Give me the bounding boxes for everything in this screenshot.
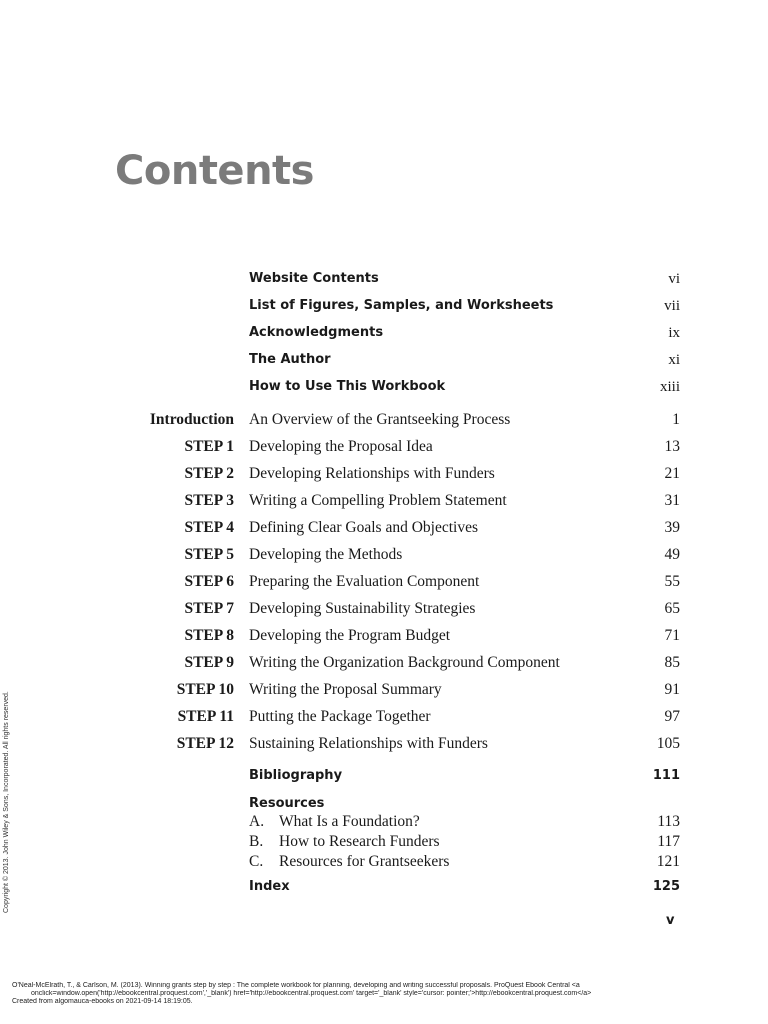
resources-heading: Resources (249, 796, 325, 811)
resource-title: How to Research Funders (279, 833, 440, 850)
resource-letter: C. (249, 853, 264, 870)
step-title: Writing the Proposal Summary (249, 681, 442, 698)
index-entry (249, 879, 680, 899)
step-number: STEP 12 (176, 735, 234, 752)
step-page: 65 (664, 600, 680, 617)
step-entry (100, 707, 680, 734)
step-entry (100, 464, 680, 491)
step-entry (100, 518, 680, 545)
step-page: 31 (664, 492, 680, 509)
front-matter-list (249, 269, 680, 404)
step-page: 105 (656, 735, 680, 752)
resource-page: 121 (656, 853, 680, 870)
step-entry (100, 653, 680, 680)
step-number: STEP 11 (177, 708, 234, 725)
toc-entry (249, 323, 680, 350)
toc-entry-page: xiii (659, 379, 680, 395)
resource-page: 113 (657, 813, 680, 830)
bibliography-page: 111 (652, 768, 680, 783)
resource-letter: B. (249, 833, 264, 850)
step-number: STEP 1 (184, 438, 234, 455)
step-number: Introduction (149, 411, 234, 428)
step-number: STEP 5 (184, 546, 234, 563)
toc-entry (249, 377, 680, 404)
step-entry (100, 410, 680, 437)
step-entry (100, 437, 680, 464)
toc-entry-label: Acknowledgments (249, 325, 384, 340)
step-title: An Overview of the Grantseeking Process (249, 411, 511, 428)
toc-entry (249, 350, 680, 377)
resource-title: Resources for Grantseekers (279, 853, 450, 870)
step-entry (100, 491, 680, 518)
step-entry (100, 572, 680, 599)
resource-entry (249, 853, 680, 873)
citation-line-2: onclick=window.open('http://ebookcentral.proquest.com','_blank') href='http://ebookcentral.proquest.com' target='_blank' style='cursor: pointer;'>http://ebookcentral.proquest.com</a> (31, 990, 592, 997)
step-title: Writing the Organization Background Component (249, 654, 560, 671)
side-copyright-notice: Copyright © 2013. John Wiley & Sons, Incorporated. All rights reserved. (3, 691, 10, 913)
toc-entry-label: List of Figures, Samples, and Worksheets (249, 298, 554, 313)
bibliography-label: Bibliography (249, 768, 343, 783)
steps-list (100, 410, 680, 761)
page-folio: v (666, 913, 675, 928)
step-entry (100, 680, 680, 707)
step-page: 13 (664, 438, 680, 455)
resource-title: What Is a Foundation? (279, 813, 420, 830)
step-page: 97 (664, 708, 680, 725)
step-title: Developing the Methods (249, 546, 403, 563)
toc-entry-label: The Author (249, 352, 331, 367)
step-page: 21 (664, 465, 680, 482)
resource-entry (249, 833, 680, 853)
step-title: Putting the Package Together (249, 708, 431, 725)
step-title: Sustaining Relationships with Funders (249, 735, 488, 752)
toc-entry (249, 296, 680, 323)
step-page: 71 (664, 627, 680, 644)
toc-entry-page: vi (668, 271, 680, 287)
index-page: 125 (652, 879, 680, 894)
step-page: 49 (664, 546, 680, 563)
toc-entry-page: xi (668, 352, 680, 368)
step-number: STEP 10 (176, 681, 234, 698)
citation-line-1: O'Neal-McElrath, T., & Carlson, M. (2013). Winning grants step by step : The complete workbook for planning, developing and writing successful proposals. ProQuest Ebook Central <a (12, 982, 580, 989)
resource-entry (249, 813, 680, 833)
index-label: Index (249, 879, 290, 894)
step-entry (100, 545, 680, 572)
step-title: Defining Clear Goals and Objectives (249, 519, 478, 536)
step-entry (100, 734, 680, 761)
step-page: 91 (664, 681, 680, 698)
citation-footer (12, 982, 762, 1006)
step-number: STEP 4 (184, 519, 234, 536)
step-title: Developing the Proposal Idea (249, 438, 433, 455)
toc-entry (249, 269, 680, 296)
toc-entry-page: ix (668, 325, 680, 341)
resource-letter: A. (249, 813, 265, 830)
step-title: Developing the Program Budget (249, 627, 451, 644)
step-page: 55 (664, 573, 680, 590)
step-page: 1 (672, 411, 680, 428)
resources-list (249, 813, 680, 873)
page-title: Contents (115, 148, 314, 194)
bibliography-entry (249, 768, 680, 788)
step-page: 85 (664, 654, 680, 671)
step-number: STEP 3 (184, 492, 234, 509)
resource-page: 117 (657, 833, 680, 850)
step-title: Developing Relationships with Funders (249, 465, 495, 482)
step-entry (100, 626, 680, 653)
step-entry (100, 599, 680, 626)
toc-entry-page: vii (664, 298, 680, 314)
step-number: STEP 2 (184, 465, 234, 482)
step-title: Preparing the Evaluation Component (249, 573, 480, 590)
step-number: STEP 8 (184, 627, 234, 644)
toc-entry-label: How to Use This Workbook (249, 379, 446, 394)
step-number: STEP 9 (184, 654, 234, 671)
step-title: Writing a Compelling Problem Statement (249, 492, 507, 509)
citation-line-3: Created from algomauca-ebooks on 2021-09-14 18:19:05. (12, 998, 193, 1005)
toc-entry-label: Website Contents (249, 271, 379, 286)
step-number: STEP 6 (184, 573, 234, 590)
step-page: 39 (664, 519, 680, 536)
step-number: STEP 7 (184, 600, 234, 617)
step-title: Developing Sustainability Strategies (249, 600, 476, 617)
